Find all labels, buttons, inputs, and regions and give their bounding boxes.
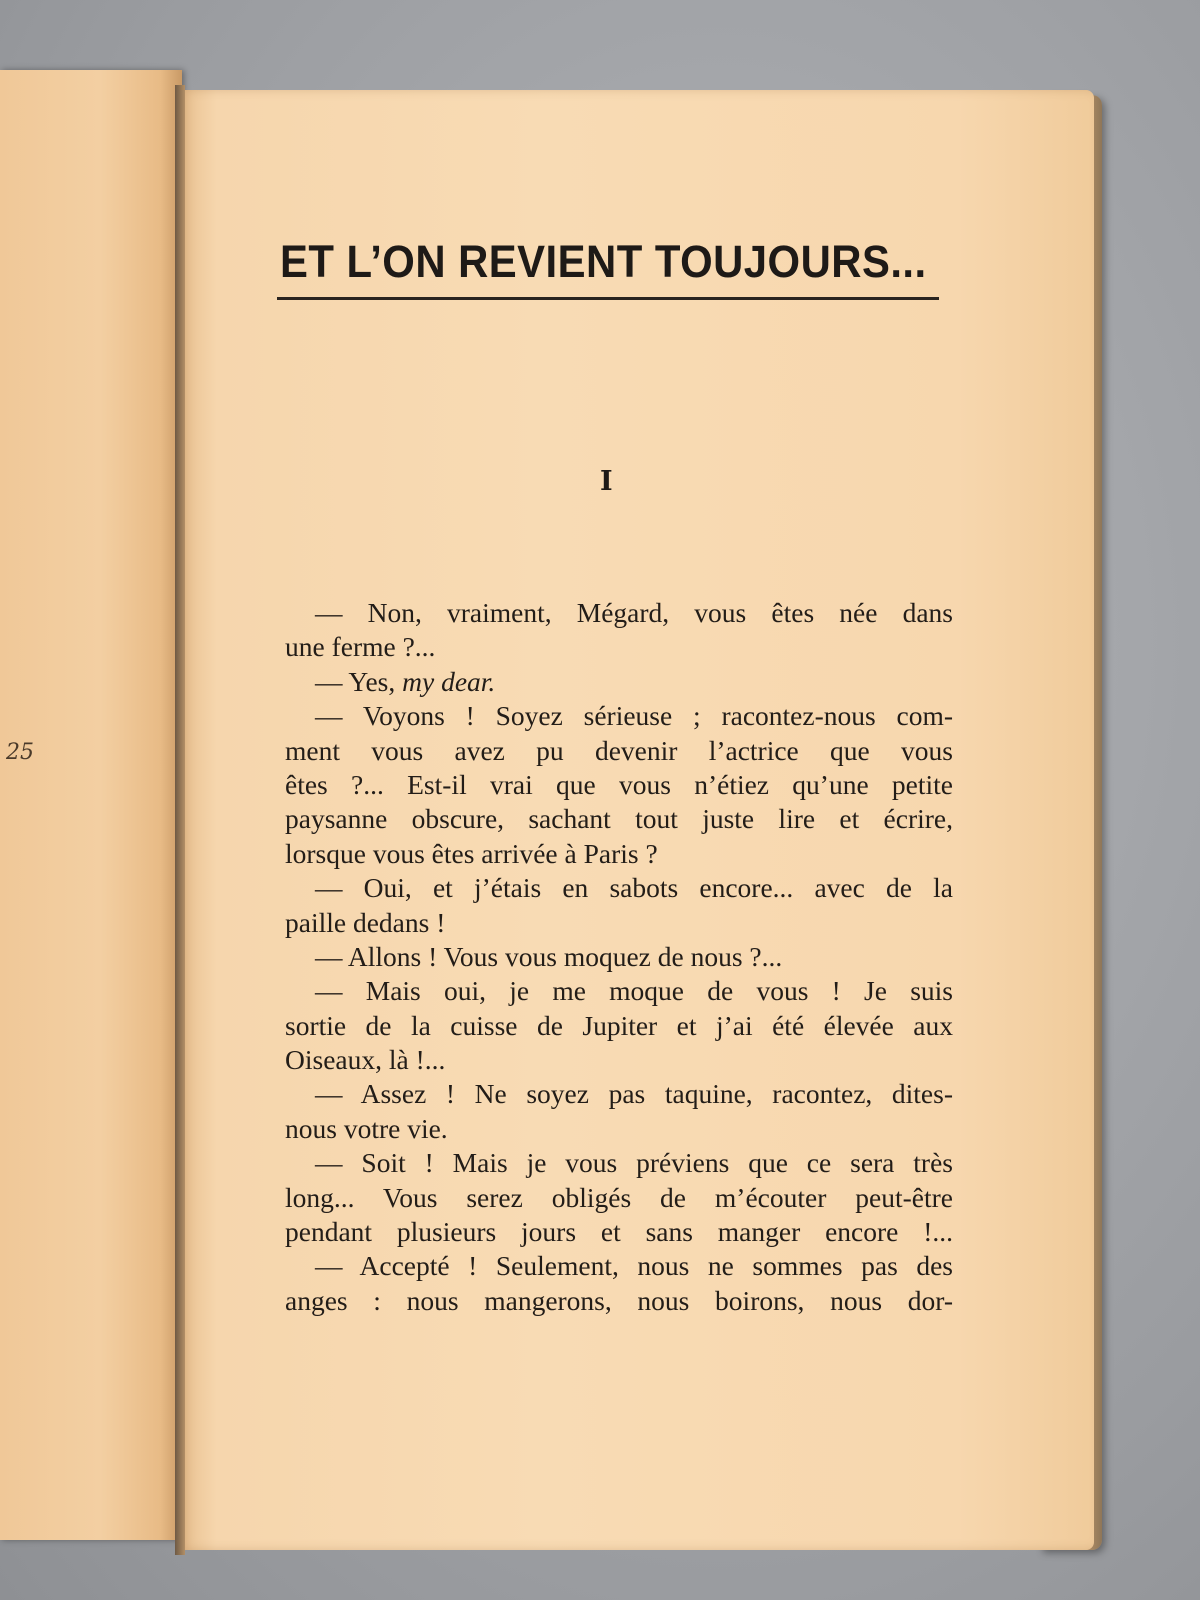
text-line bbox=[285, 630, 953, 664]
text-line bbox=[285, 802, 953, 836]
text-line-content: — Mais oui, je me moque de vous ! Je suis bbox=[315, 975, 953, 1007]
text-line-content: — Non, vraiment, Mégard, vous êtes née dans bbox=[315, 597, 953, 628]
text-line bbox=[285, 665, 953, 699]
text-line bbox=[285, 1215, 953, 1249]
text-line bbox=[285, 1043, 953, 1077]
text-line bbox=[285, 1284, 953, 1318]
text-line-content: — Voyons ! Soyez sérieuse ; racontez-nous com- bbox=[315, 700, 953, 732]
text-line-content: paille dedans ! bbox=[285, 906, 446, 938]
text-line-content: pendant plusieurs jours et sans manger encore !... bbox=[285, 1216, 953, 1248]
text-line-content: anges : nous mangerons, nous boirons, nous dor- bbox=[285, 1284, 953, 1316]
text-line bbox=[285, 906, 953, 940]
chapter-title: ET L’ON REVIENT TOUJOURS... bbox=[280, 236, 927, 287]
text-line-content: — Soit ! Mais je vous préviens que ce sera très bbox=[315, 1147, 953, 1179]
text-line bbox=[285, 699, 953, 733]
text-line-content: — Assez ! Ne soyez pas taquine, racontez, dites- bbox=[315, 1078, 953, 1110]
text-line bbox=[285, 837, 953, 871]
chapter-number: I bbox=[600, 466, 613, 497]
text-line-content: — Yes, bbox=[315, 665, 403, 697]
body-text bbox=[285, 596, 953, 1318]
text-line-content: lorsque vous êtes arrivée à Paris ? bbox=[285, 837, 658, 869]
text-line bbox=[285, 940, 953, 974]
text-line-content: sortie de la cuisse de Jupiter et j’ai été élevée aux bbox=[285, 1009, 953, 1041]
text-line bbox=[285, 734, 953, 768]
book-gutter bbox=[175, 85, 185, 1555]
text-line bbox=[285, 1146, 953, 1180]
page-number: 25 bbox=[6, 740, 34, 765]
text-line bbox=[285, 871, 953, 905]
text-line bbox=[285, 768, 953, 802]
title-underline bbox=[277, 297, 939, 300]
text-line bbox=[285, 1077, 953, 1111]
text-line bbox=[285, 974, 953, 1008]
text-line bbox=[285, 1112, 953, 1146]
text-line-content: Oiseaux, là !... bbox=[285, 1044, 446, 1076]
text-line-content: nous votre vie. bbox=[285, 1112, 448, 1144]
text-line-content: ment vous avez pu devenir l’actrice que vous bbox=[285, 734, 953, 766]
text-line bbox=[285, 1009, 953, 1043]
text-line bbox=[285, 1249, 953, 1283]
text-line-content: long... Vous serez obligés de m’écouter peut-être bbox=[285, 1181, 953, 1213]
text-line-content: êtes ?... Est-il vrai que vous n’étiez qu’une petite bbox=[285, 768, 953, 800]
text-line-content: — Oui, et j’étais en sabots encore... avec de la bbox=[315, 872, 953, 904]
left-page bbox=[0, 70, 182, 1540]
text-line-content: — Accepté ! Seulement, nous ne sommes pas des bbox=[315, 1250, 953, 1282]
text-line bbox=[285, 596, 953, 630]
text-line bbox=[285, 1181, 953, 1215]
text-line-italic: my dear. bbox=[402, 665, 496, 697]
text-line-content: une ferme ?... bbox=[285, 631, 436, 663]
text-line-content: paysanne obscure, sachant tout juste lire et écrire, bbox=[285, 803, 953, 835]
text-line-content: — Allons ! Vous vous moquez de nous ?... bbox=[315, 940, 783, 972]
